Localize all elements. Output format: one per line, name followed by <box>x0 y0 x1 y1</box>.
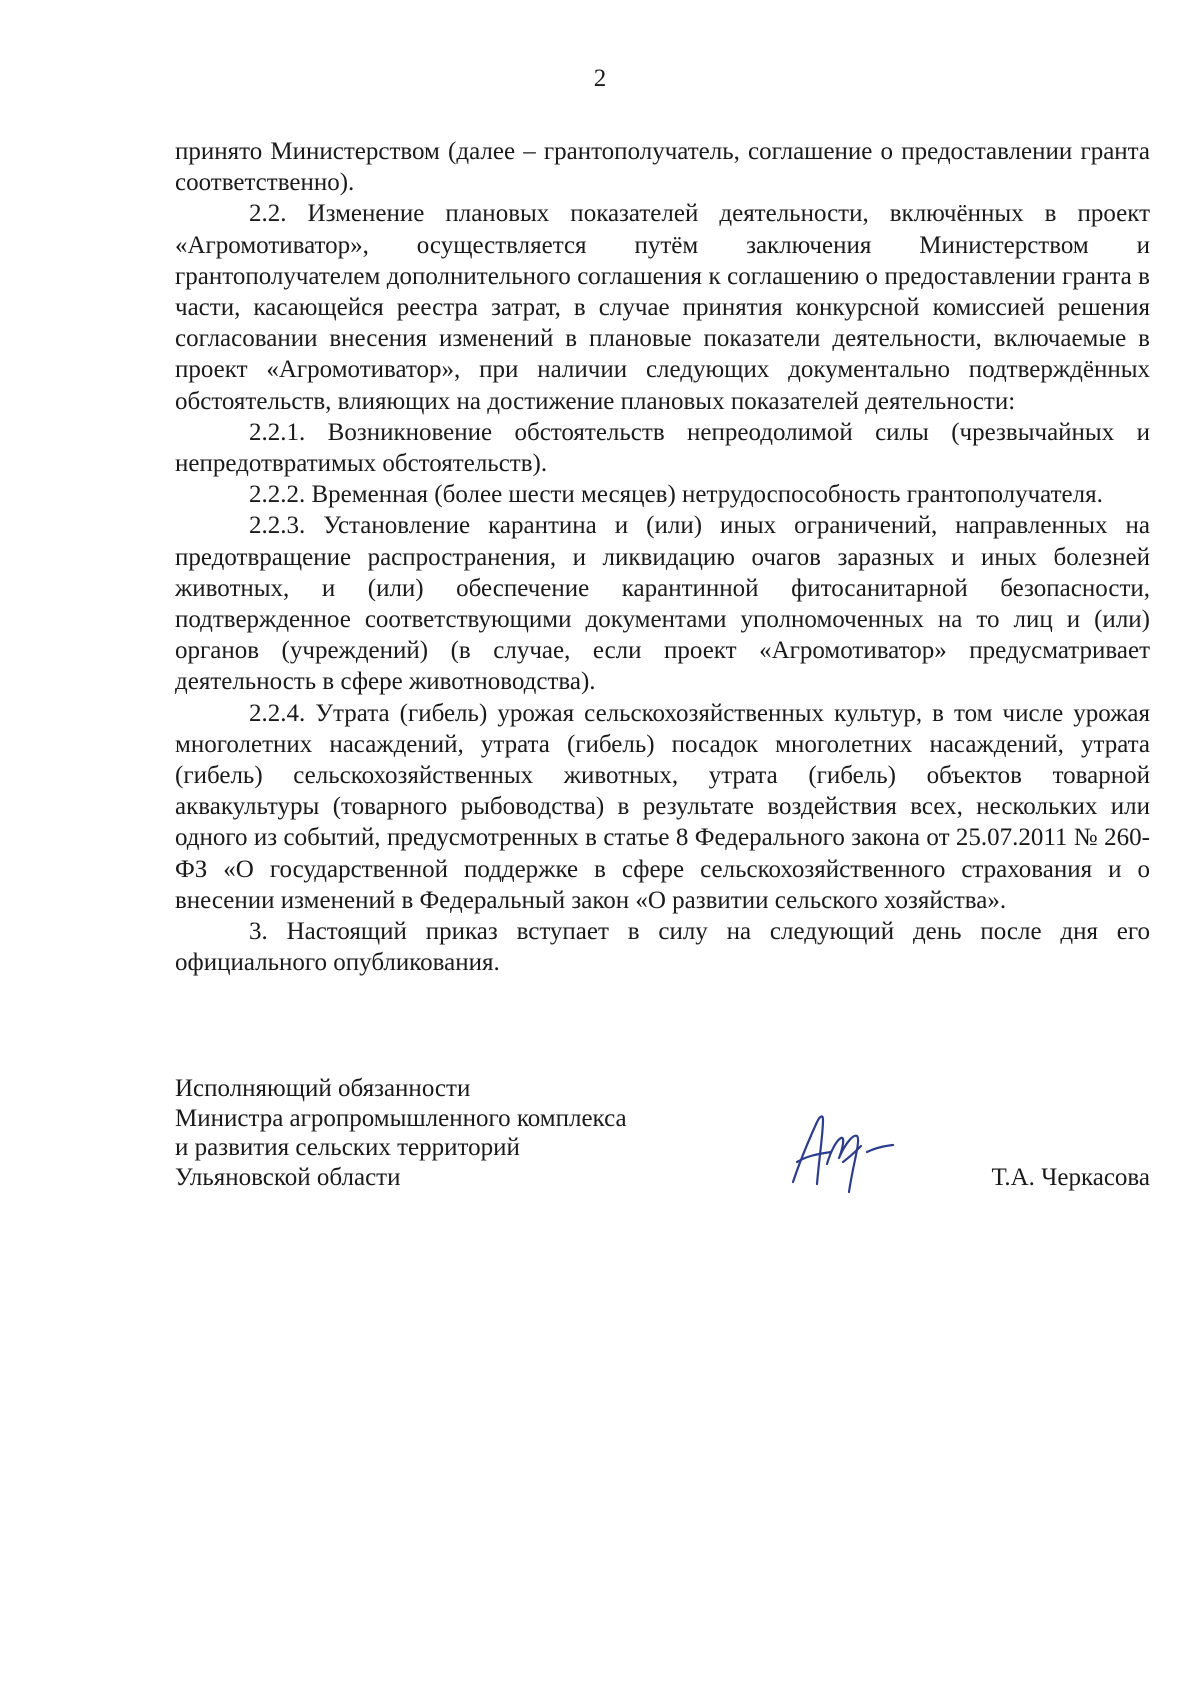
handwritten-signature <box>787 1104 897 1194</box>
paragraph-continuation: принято Министерством (далее – грантополучатель, соглашение о предоставлении гранта соответственно). <box>175 138 1150 197</box>
paragraph-2-2-1: 2.2.1. Возникновение обстоятельств непреодолимой силы (чрезвычайных и непредотвратимых обстоятельств). <box>175 418 1150 478</box>
signature-stroke <box>827 1136 858 1192</box>
signer-title <box>175 1074 695 1192</box>
document-body <box>175 136 1150 978</box>
paragraph-2-2-3: 2.2.3. Установление карантина и (или) иных ограничений, направленных на предотвращение распространения, и ликвидацию очагов заразных и иных болезней животных, и (или) обеспечение карантинной фитосанитарной безопасности, подтвержденное соответствующими документами уполномоченных на то лиц и (или) органов (учреждений) (в случае, если проект «Агромотиватор» предусматривает деятельность в сфере животноводства). <box>175 512 1150 696</box>
signature-stroke <box>867 1145 893 1152</box>
signature-stroke <box>843 1146 861 1162</box>
paragraph-2-2-2: 2.2.2. Временная (более шести месяцев) нетрудоспособность грантополучателя. <box>249 481 1103 509</box>
paragraph-2-2: 2.2. Изменение плановых показателей деятельности, включённых в проект «Агромотиватор», осуществляется путём заключения Министерством и грантополучателем дополнительного соглашения к соглашению о предоставлении гранта в части, касающейся реестра затрат, в случае принятия конкурсной комиссией решения согласовании внесения изменений в плановые показатели деятельности, включаемые в проект «Агромотиватор», при наличии следующих документально подтверждённых обстоятельств, влияющих на достижение плановых показателей деятельности: <box>175 200 1150 415</box>
signature-stroke <box>793 1116 823 1184</box>
paragraph-2-2-4: 2.2.4. Утрата (гибель) урожая сельскохозяйственных культур, в том числе урожая многолетних насаждений, утрата (гибель) посадок многолетних насаждений, утрата (гибель) сельскохозяйственных животных, утрата (гибель) объектов товарной аквакультуры (товарного рыбоводства) в результате воздействия всех, нескольких или одного из событий, предусмотренных в статье 8 Федерального закона от 25.07.2011 № 260-ФЗ «О государственной поддержке в сфере сельскохозяйственного страхования и о внесении изменений в Федеральный закон «О развитии сельского хозяйства». <box>175 699 1150 914</box>
signature-block <box>175 1074 1150 1214</box>
signer-title-line: Ульяновской области <box>175 1163 401 1191</box>
signer-title-line: Исполняющий обязанности <box>175 1075 471 1102</box>
signer-name: Т.А. Черкасова <box>991 1164 1150 1191</box>
signer-title-line: и развития сельских территорий <box>175 1134 520 1161</box>
page-number: 2 <box>593 65 607 92</box>
signer-title-line: Министра агропромышленного комплекса <box>175 1104 627 1132</box>
paragraph-3: 3. Настоящий приказ вступает в силу на следующий день после дня его официального опубликования. <box>175 918 1150 977</box>
